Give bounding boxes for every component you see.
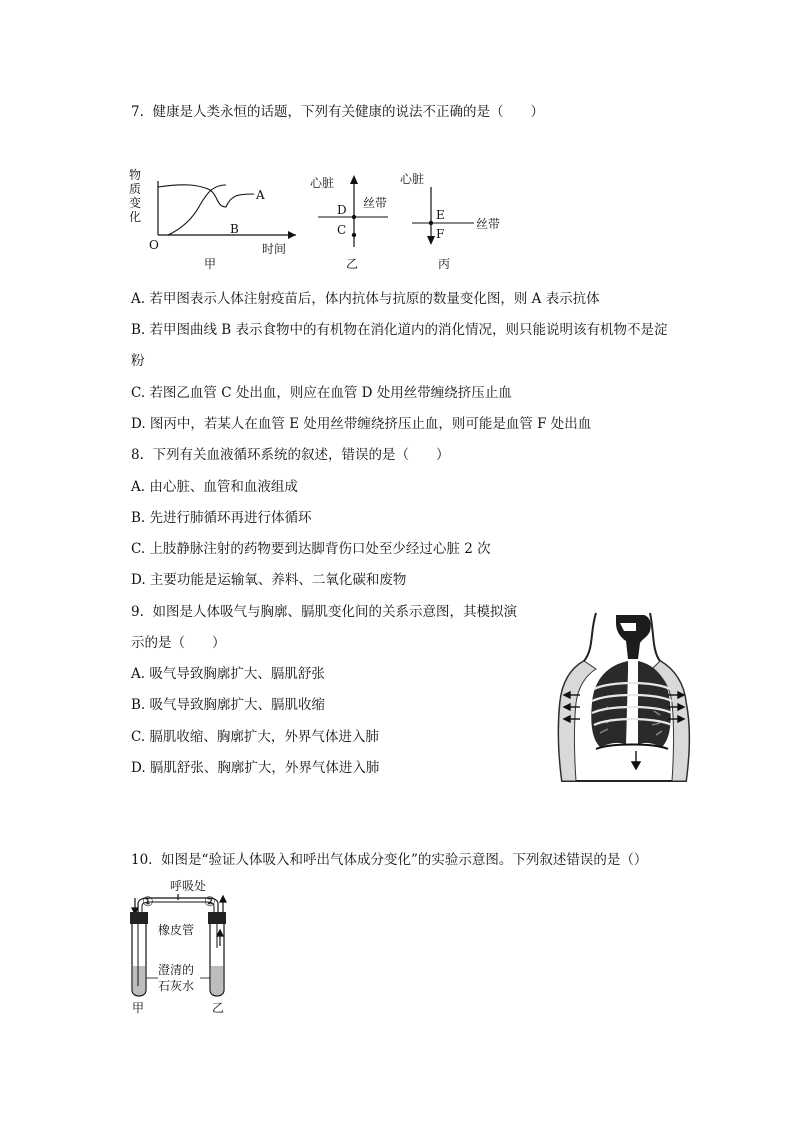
thorax-shoulder-left bbox=[559, 661, 596, 781]
fig10-mark-2: ② bbox=[204, 895, 216, 910]
q7-option-c: C. 若图乙血管 C 处出血，则应在血管 D 处用丝带缠绕挤压止血 bbox=[131, 385, 512, 401]
q7-option-b-line2: 粉 bbox=[131, 353, 145, 369]
fig-jia-ylabel-3: 变 bbox=[129, 196, 142, 210]
q7-figure-bing bbox=[398, 165, 508, 270]
fig10-liquid-yi bbox=[211, 966, 224, 995]
fig10-stopper-right bbox=[208, 912, 226, 924]
q9-option-a: A. 吸气导致胸廓扩大、膈肌舒张 bbox=[131, 666, 325, 682]
thorax-head-trachea bbox=[616, 615, 651, 659]
fig10-stopper-left bbox=[130, 912, 148, 924]
q9-stem-line2: 示的是（ ） bbox=[131, 635, 226, 651]
thorax-diaphragm-arrow bbox=[632, 751, 640, 769]
fig10-tube-yi-label: 乙 bbox=[212, 1001, 225, 1015]
fig10-inflow-arrow bbox=[132, 898, 138, 914]
q9-stem-line1: 9. 如图是人体吸气与胸廓、膈肌变化间的关系示意图，其模拟演 bbox=[131, 604, 517, 620]
q7-figure-jia bbox=[126, 165, 296, 270]
fig-jia-xlabel: 时间 bbox=[262, 242, 287, 256]
q8-option-d: D. 主要功能是运输氧、养料、二氧化碳和废物 bbox=[131, 572, 407, 588]
q9-thorax-figure bbox=[554, 611, 694, 783]
fig-jia-x-arrow bbox=[288, 231, 296, 239]
fig10-outflow-arrow bbox=[220, 896, 226, 912]
fig-yi-point-d bbox=[352, 215, 356, 219]
fig-bing-label-f: F bbox=[436, 227, 445, 241]
thorax-diaphragm bbox=[596, 745, 668, 750]
fig-bing-caption: 丙 bbox=[438, 257, 451, 270]
q7-figure-yi bbox=[308, 165, 393, 270]
fig-jia-curve-b bbox=[168, 185, 226, 235]
fig-yi-heart: 心脏 bbox=[310, 176, 335, 190]
fig-jia-curve-b-tail bbox=[192, 213, 226, 231]
fig-jia-ylabel-4: 化 bbox=[129, 210, 142, 224]
q7-option-b-line1: B. 若甲图曲线 B 表示食物中的有机物在消化道内的消化情况，则只能说明该有机物不是淀 bbox=[131, 322, 668, 338]
fig-bing-arrow bbox=[427, 236, 435, 245]
fig-yi-label-d: D bbox=[337, 203, 347, 217]
fig-bing-point-e bbox=[429, 221, 433, 225]
fig-yi-arrow bbox=[350, 175, 358, 184]
fig-jia-label-b: B bbox=[230, 222, 239, 236]
q10-figure bbox=[128, 878, 258, 1018]
thorax-lung-left bbox=[591, 661, 628, 747]
fig-jia-ylabel-2: 质 bbox=[129, 182, 142, 196]
fig-jia-label-a: A bbox=[256, 188, 265, 202]
q9-option-b: B. 吸气导致胸廓扩大、膈肌收缩 bbox=[131, 697, 326, 713]
fig-bing-heart: 心脏 bbox=[400, 172, 425, 186]
fig-jia-ylabel-1: 物 bbox=[129, 168, 142, 182]
q8-stem: 8. 下列有关血液循环系统的叙述，错误的是（ ） bbox=[131, 447, 450, 463]
q7-option-d: D. 图丙中，若某人在血管 E 处用丝带缠绕挤压止血，则可能是血管 F 处出血 bbox=[131, 416, 592, 432]
q8-option-c: C. 上肢静脉注射的药物要到达脚背伤口处至少经过心脏 2 次 bbox=[131, 541, 491, 557]
q10-stem: 10. 如图是“验证人体吸入和呼出气体成分变化”的实验示意图。下列叙述错误的是（） bbox=[131, 852, 648, 868]
fig-yi-tape: 丝带 bbox=[363, 196, 388, 210]
fig10-mark-1: ① bbox=[142, 895, 154, 910]
fig10-limewater-line1: 澄清的 bbox=[158, 963, 195, 977]
q9-option-d: D. 膈肌舒张、胸廓扩大，外界气体进入肺 bbox=[131, 760, 380, 776]
q8-option-a: A. 由心脏、血管和血液组成 bbox=[131, 479, 298, 495]
fig-bing-tape: 丝带 bbox=[476, 217, 501, 231]
q7-stem: 7. 健康是人类永恒的话题，下列有关健康的说法不正确的是（ ） bbox=[131, 104, 544, 120]
fig10-right-inner-arrow bbox=[217, 930, 223, 946]
fig-jia-origin: O bbox=[149, 238, 159, 252]
fig-yi-caption: 乙 bbox=[346, 257, 359, 270]
fig-yi-point-c bbox=[352, 233, 356, 237]
fig10-liquid-jia bbox=[133, 966, 146, 995]
fig10-limewater-line2: 石灰水 bbox=[158, 979, 195, 993]
fig10-breath-point: 呼吸处 bbox=[170, 879, 207, 893]
q9-option-c: C. 膈肌收缩、胸廓扩大，外界气体进入肺 bbox=[131, 729, 379, 745]
fig-jia-caption: 甲 bbox=[204, 257, 217, 270]
fig-bing-label-e: E bbox=[436, 208, 445, 222]
fig-yi-label-c: C bbox=[337, 223, 347, 237]
fig10-rubber-tube-label: 橡皮管 bbox=[158, 923, 195, 937]
q7-option-a: A. 若甲图表示人体注射疫苗后，体内抗体与抗原的数量变化图，则 A 表示抗体 bbox=[131, 291, 600, 307]
q8-option-b: B. 先进行肺循环再进行体循环 bbox=[131, 510, 312, 526]
fig10-tube-jia-label: 甲 bbox=[132, 1001, 145, 1015]
